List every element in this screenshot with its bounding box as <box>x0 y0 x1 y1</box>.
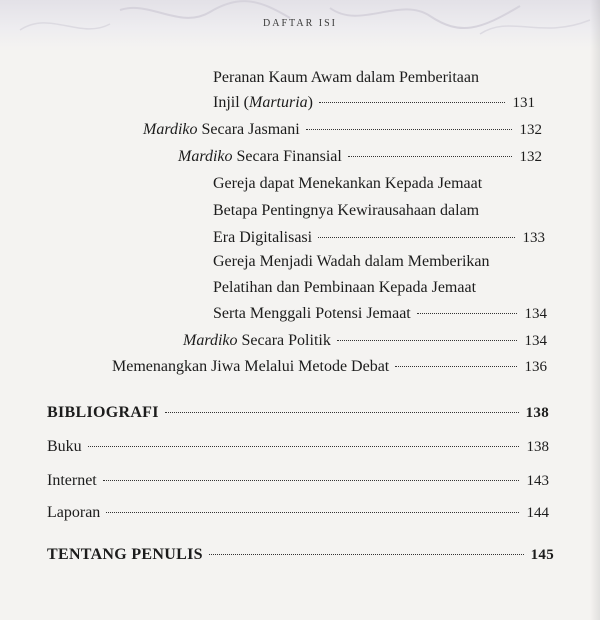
toc-entry-label: Serta Menggali Potensi Jemaat <box>213 305 411 322</box>
toc-entry-peranan-line1: Peranan Kaum Awam dalam Pemberitaan <box>213 69 479 86</box>
page-number: 133 <box>522 230 545 246</box>
toc-entry-label: Era Digitalisasi <box>213 229 313 246</box>
dot-leader <box>318 237 515 238</box>
running-head: DAFTAR ISI <box>263 18 337 29</box>
toc-entry-gereja1[interactable] <box>213 228 545 248</box>
toc-entry-label: Memenangkan Jiwa Melalui Metode Debat <box>112 358 390 375</box>
toc-entry-label: Mardiko Secara Politik <box>183 332 331 349</box>
page-number: 144 <box>526 505 549 521</box>
toc-entry-jasmani[interactable] <box>143 120 542 140</box>
toc-entry-laporan[interactable] <box>47 503 549 523</box>
dot-leader <box>306 129 512 130</box>
toc-entry-finansial[interactable] <box>178 147 542 167</box>
dot-leader <box>337 340 517 341</box>
page-edge-shadow <box>590 0 600 620</box>
page-number: 134 <box>524 333 547 349</box>
dot-leader <box>395 366 517 367</box>
dot-leader <box>348 156 512 157</box>
page-number: 134 <box>524 306 547 322</box>
dot-leader <box>165 412 519 413</box>
toc-entry-debat[interactable] <box>112 357 547 377</box>
toc-entry-gereja1-line1: Gereja dapat Menekankan Kepada Jemaat <box>213 175 483 192</box>
toc-entry-gereja2-line1: Gereja Menjadi Wadah dalam Memberikan <box>213 253 490 270</box>
toc-entry-internet[interactable] <box>47 471 549 491</box>
page-number: 145 <box>530 547 554 563</box>
page-number: 132 <box>519 122 542 138</box>
dot-leader <box>103 480 519 481</box>
page-number: 138 <box>526 439 549 455</box>
toc-entry-buku[interactable] <box>47 437 549 457</box>
section-title: BIBLIOGRAFI <box>47 404 159 421</box>
toc-section-bibliografi[interactable] <box>47 403 549 423</box>
dot-leader <box>209 554 524 555</box>
toc-entry-politik[interactable] <box>183 331 547 351</box>
toc-entry-peranan[interactable] <box>213 93 535 113</box>
toc-entry-label: Internet <box>47 472 97 489</box>
toc-entry-label: Buku <box>47 438 82 455</box>
toc-section-tentang-penulis[interactable] <box>47 545 554 565</box>
toc-entry-gereja2[interactable] <box>213 304 547 324</box>
toc-entry-label: Mardiko Secara Jasmani <box>143 121 300 138</box>
dot-leader <box>88 446 519 447</box>
section-title: TENTANG PENULIS <box>47 546 203 563</box>
page-number: 143 <box>526 473 549 489</box>
page-number: 131 <box>512 95 535 111</box>
dot-leader <box>106 512 519 513</box>
toc-entry-gereja1-line2: Betapa Pentingnya Kewirausahaan dalam <box>213 202 480 219</box>
toc-entry-label: Laporan <box>47 504 101 521</box>
dot-leader <box>319 102 505 103</box>
page-number: 136 <box>524 359 547 375</box>
toc-entry-label: Mardiko Secara Finansial <box>178 148 342 165</box>
dot-leader <box>417 313 517 314</box>
toc-entry-label: Injil (Marturia) <box>213 94 313 111</box>
toc-entry-gereja2-line2: Pelatihan dan Pembinaan Kepada Jemaat <box>213 279 477 296</box>
page-number: 132 <box>519 149 542 165</box>
page-number: 138 <box>525 405 549 421</box>
